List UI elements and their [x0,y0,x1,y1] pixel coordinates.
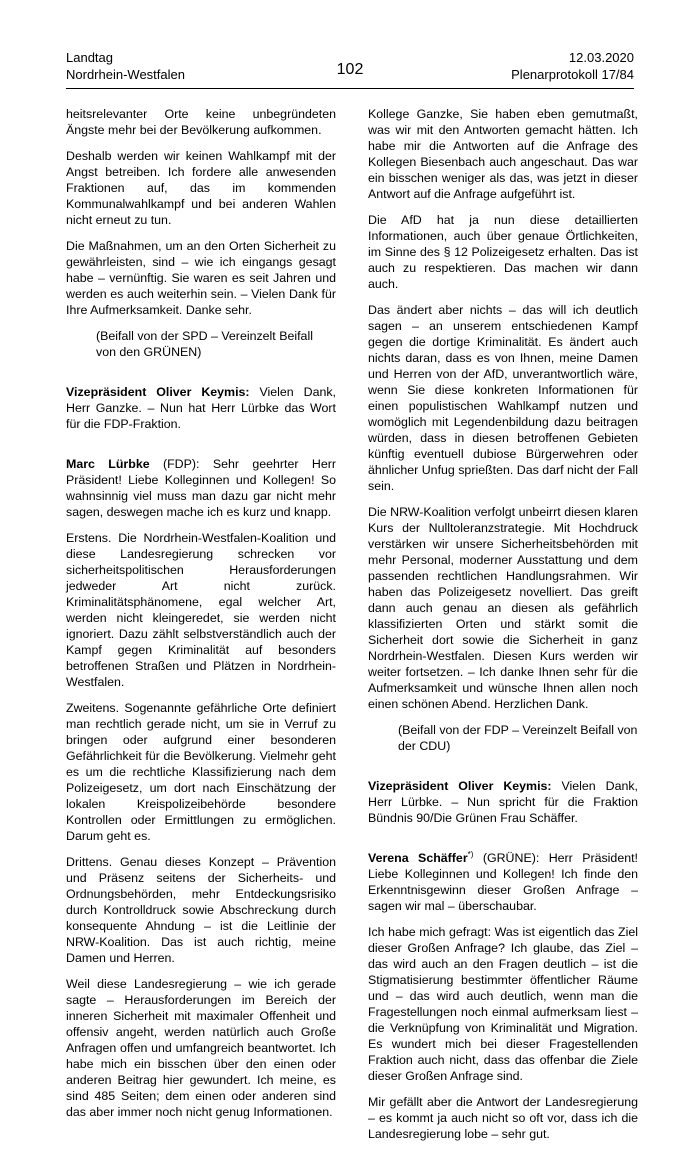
speaker-name: Verena Schäffer [368,851,468,865]
speech-text: (FDP): Sehr geehrter Herr Präsident! Liebe Kolleginnen und Kollegen! So wahnsinnig viel muss man dazu gar nicht mehr sagen, deswegen mache ich es kurz und knapp. [66,457,336,519]
paragraph: Mir gefällt aber die Antwort der Landesregierung – es kommt ja auch nicht so oft vor, dass ich die Landesregierung lobe – sehr gut. [368,1095,638,1141]
paragraph: Die Maßnahmen, um an den Orten Sicherheit zu gewährleisten, sind – wie ich eingangs gesagt habe – vernünftig. Sie waren es seit Jahren und werden es auch weiterhin sein. – Vielen Dank für Ihre Aufmerksamkeit. Danke sehr. [66,239,336,317]
speaker-paragraph [66,456,336,520]
page-number: 102 [336,61,364,78]
paragraph: Drittens. Genau dieses Konzept – Prävention und Präsenz seitens der Sicherheits- und Ordnungsbehörden, mehr Entdeckungsrisiko durch Kontrolldruck sowie Abschreckung durch konsequente Ahndung – ist die Leitlinie der NRW-Koalition. Das ist auch richtig, meine Damen und Herren. [66,855,336,965]
speaker-paragraph [368,778,638,826]
paragraph: heitsrelevanter Orte keine unbegründeten Ängste mehr bei der Bevölkerung aufkommen. [66,107,336,137]
paragraph: Die NRW-Koalition verfolgt unbeirrt diesen klaren Kurs der Nulltoleranzstrategie. Mit Hochdruck verstärken wir unsere Sicherheitsbehörden mit mehr Personal, moderner Ausstattung und dem passenden rechtlichen Handlungsrahmen. Wir haben das Polizeigesetz novelliert. Das greift dann auch genau an diesen als gefährlich klassifizierten Orten und stärkt somit die Sicherheit dort sowie die Sicherheit in ganz Nordrhein-Westfalen. Diesen Kurs werden wir weiter fortsetzen. – Ich danke Ihnen sehr für die Aufmerksamkeit und wünsche Ihnen allen noch einen schönen Abend. Herzlichen Dank. [368,505,638,711]
page-header [66,49,634,85]
speaker-name: Marc Lürbke [66,457,150,471]
paragraph: Ich habe mich gefragt: Was ist eigentlich das Ziel dieser Großen Anfrage? Ich glaube, das Ziel – das wird auch an den Fragen deutlich – ist die Stigmatisierung bestimmter öffentlicher Räume und – das wird auch deutlich, wenn man die Fragestellungen noch einmal aufmerksam liest – die Verknüpfung von Kriminalität und Migration. Es wundert mich bei dieser Fragestellenden Fraktion auch nicht, dass das offenbar die Ziele dieser Großen Anfrage sind. [368,925,638,1083]
speaker-paragraph [66,384,336,432]
header-protocol: Plenarprotokoll 17/84 [511,67,634,82]
speaker-name: Vizepräsident Oliver Keymis: [66,385,250,399]
header-rule [66,88,634,89]
stage-direction: (Beifall von der FDP – Vereinzelt Beifall von der CDU) [398,723,638,753]
footnote-marker: *) [467,849,474,859]
paragraph: Zweitens. Sogenannte gefährliche Orte definiert man rechtlich gerade nicht, um sie in Verruf zu bringen oder aufgrund einer besonderen Gefährlichkeit für die Bevölkerung. Vielmehr geht es um die rechtliche Klassifizierung nach dem Polizeigesetz, um dort nach Einschätzung der lokalen Kreispolizeibehörde besondere Kontrollen oder Ermittlungen zu ermöglichen. Darum geht es. [66,701,336,843]
speech-text: (GRÜNE): Herr Präsident! Liebe Kolleginnen und Kollegen! Ich finde den Erkenntnisgewinn dieser Großen Anfrage – sagen wir mal – überschaubar. [368,851,638,913]
left-column [66,106,336,1130]
paragraph: Das ändert aber nichts – das will ich deutlich sagen – an unserem entschiedenen Kampf gegen die dortige Kriminalität. Es ändert auch nichts daran, dass es von Ihnen, meine Damen und Herren von der AfD, unverantwortlich wäre, wenn Sie diese konkreten Informationen für einen populistischen Wahlkampf nutzen und womöglich mit Legendenbildung dazu beitragen würden, dass in diesen betroffenen Gebieten künftig eventuell dubiose Bürgerwehren oder ähnlicher Unfug sprießten. Das darf nicht der Fall sein. [368,303,638,493]
header-right [511,49,634,83]
right-column [368,106,638,1152]
speaker-name: Vizepräsident Oliver Keymis: [368,779,552,793]
paragraph: Deshalb werden wir keinen Wahlkampf mit der Angst betreiben. Ich fordere alle anwesenden Fraktionen auf, das im kommenden Kommunalwahlkampf und bei anderen Wahlen nicht erneut zu tun. [66,149,336,227]
speaker-paragraph [368,850,638,914]
speech-text: Vielen Dank, Herr Lürbke. – Nun spricht für die Fraktion Bündnis 90/Die Grünen Frau Schäffer. [368,779,638,825]
header-date: 12.03.2020 [568,50,634,65]
paragraph: Erstens. Die Nordrhein-Westfalen-Koalition und diese Landesregierung schrecken vor sicherheitspolitischen Herausforderungen jedweder Art nicht zurück. Kriminalitätsphänomene, egal welcher Art, werden nicht kleingeredet, sie werden nicht ignoriert. Dazu zählt selbstverständlich auch der Kampf gegen Kriminalität auf besonders betroffenen Straßen und Plätzen in Nordrhein-Westfalen. [66,531,336,689]
stage-direction: (Beifall von der SPD – Vereinzelt Beifall von den GRÜNEN) [96,329,313,359]
header-parliament: Landtag [66,50,113,65]
speech-text: Vielen Dank, Herr Ganzke. – Nun hat Herr Lürbke das Wort für die FDP-Fraktion. [66,385,336,431]
paragraph: Weil diese Landesregierung – wie ich gerade sagte – Herausforderungen im Bereich der inneren Sicherheit mit maximaler Offenheit und offensiv angeht, werden natürlich auch Große Anfragen offen und umfangreich beantwortet. Ich habe mich ein bisschen über den einen oder anderen Beitrag hier gewundert. Ich meine, es sind 485 Seiten; dem einen oder anderen sind das aber immer noch nicht genug Informationen. [66,977,336,1119]
header-state: Nordrhein-Westfalen [66,67,185,82]
paragraph: Die AfD hat ja nun diese detaillierten Informationen, auch über genaue Örtlichkeiten, im Sinne des § 12 Polizeigesetz erhalten. Das ist auch zu respektieren. Das machen wir dann auch. [368,213,638,291]
paragraph: Kollege Ganzke, Sie haben eben gemutmaßt, was wir mit den Antworten gemacht hätten. Ich habe mir die Antworten auf die Anfrage des Kollegen Biesenbach auch angeschaut. Das war ein bisschen weniger als das, was jetzt in dieser Antwort auf die Anfrage aufgeführt ist. [368,107,638,201]
